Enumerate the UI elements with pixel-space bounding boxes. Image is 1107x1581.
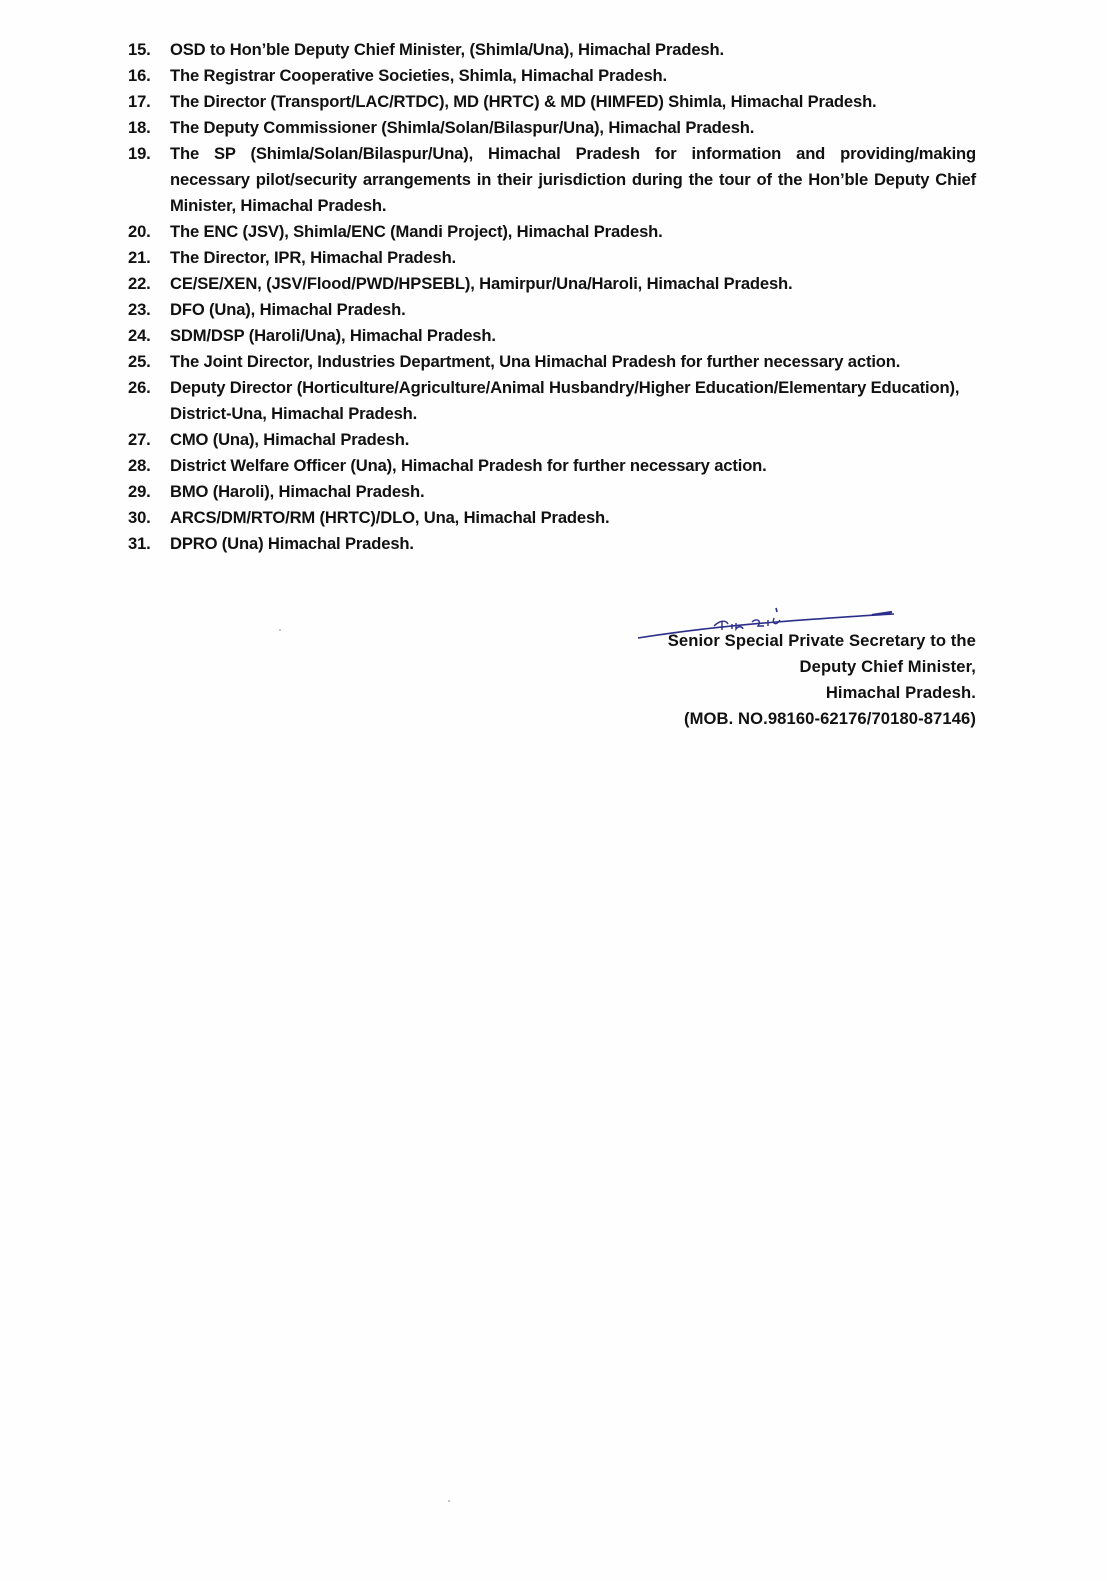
list-item (128, 89, 976, 115)
item-number: 28. (128, 456, 151, 475)
signatory-office: Deputy Chief Minister, (799, 657, 976, 676)
signatory-block (668, 628, 976, 732)
item-text: District Welfare Officer (Una), Himachal Pradesh for further necessary action. (170, 456, 767, 475)
item-number: 26. (128, 378, 151, 397)
list-item (128, 271, 976, 297)
list-item (128, 245, 976, 271)
item-text: The SP (Shimla/Solan/Bilaspur/Una), Himachal Pradesh for information and providing/making necessary pilot/security arrangements in their jurisdiction during the tour of the Hon’ble Deputy Chief Minister, Himachal Pradesh. (170, 144, 976, 215)
distribution-list (128, 37, 976, 557)
scan-speck (448, 1500, 450, 1502)
list-item (128, 349, 976, 375)
list-item (128, 375, 976, 427)
item-text: The ENC (JSV), Shimla/ENC (Mandi Project), Himachal Pradesh. (170, 222, 663, 241)
signatory-contact: (MOB. NO.98160-62176/70180-87146) (683, 709, 976, 728)
list-item (128, 37, 976, 63)
list-item (128, 479, 976, 505)
list-item (128, 453, 976, 479)
list-item (128, 63, 976, 89)
item-number: 18. (128, 118, 151, 137)
list-item (128, 505, 976, 531)
list-item (128, 141, 976, 219)
item-number: 23. (128, 300, 151, 319)
item-number: 16. (128, 66, 151, 85)
signatory-designation: Senior Special Private Secretary to the (667, 631, 976, 650)
item-number: 22. (128, 274, 151, 293)
signatory-state: Himachal Pradesh. (825, 683, 976, 702)
item-text: Deputy Director (Horticulture/Agriculture/Animal Husbandry/Higher Education/Elementary Education), District-Una, Himachal Pradesh. (170, 378, 960, 423)
item-text: CE/SE/XEN, (JSV/Flood/PWD/HPSEBL), Hamirpur/Una/Haroli, Himachal Pradesh. (170, 274, 793, 293)
item-text: ARCS/DM/RTO/RM (HRTC)/DLO, Una, Himachal Pradesh. (170, 508, 610, 527)
item-number: 20. (128, 222, 151, 241)
item-text: The Joint Director, Industries Department, Una Himachal Pradesh for further necessary action. (170, 352, 901, 371)
list-item (128, 115, 976, 141)
item-number: 21. (128, 248, 151, 267)
item-number: 25. (128, 352, 151, 371)
item-number: 30. (128, 508, 151, 527)
item-number: 27. (128, 430, 151, 449)
item-text: The Registrar Cooperative Societies, Shimla, Himachal Pradesh. (170, 66, 667, 85)
item-number: 19. (128, 144, 151, 163)
item-text: BMO (Haroli), Himachal Pradesh. (170, 482, 425, 501)
list-item (128, 531, 976, 557)
item-text: SDM/DSP (Haroli/Una), Himachal Pradesh. (170, 326, 496, 345)
item-text: OSD to Hon’ble Deputy Chief Minister, (Shimla/Una), Himachal Pradesh. (170, 40, 724, 59)
item-number: 17. (128, 92, 151, 111)
list-item (128, 219, 976, 245)
item-text: CMO (Una), Himachal Pradesh. (170, 430, 410, 449)
item-number: 31. (128, 534, 151, 553)
list-item (128, 427, 976, 453)
list-item (128, 323, 976, 349)
item-number: 15. (128, 40, 151, 59)
item-text: The Deputy Commissioner (Shimla/Solan/Bilaspur/Una), Himachal Pradesh. (170, 118, 755, 137)
item-number: 29. (128, 482, 151, 501)
list-item (128, 297, 976, 323)
item-number: 24. (128, 326, 151, 345)
item-text: The Director (Transport/LAC/RTDC), MD (HRTC) & MD (HIMFED) Shimla, Himachal Pradesh. (170, 92, 877, 111)
item-text: DPRO (Una) Himachal Pradesh. (170, 534, 414, 553)
scan-speck (279, 629, 281, 631)
item-text: The Director, IPR, Himachal Pradesh. (170, 248, 457, 267)
item-text: DFO (Una), Himachal Pradesh. (170, 300, 406, 319)
